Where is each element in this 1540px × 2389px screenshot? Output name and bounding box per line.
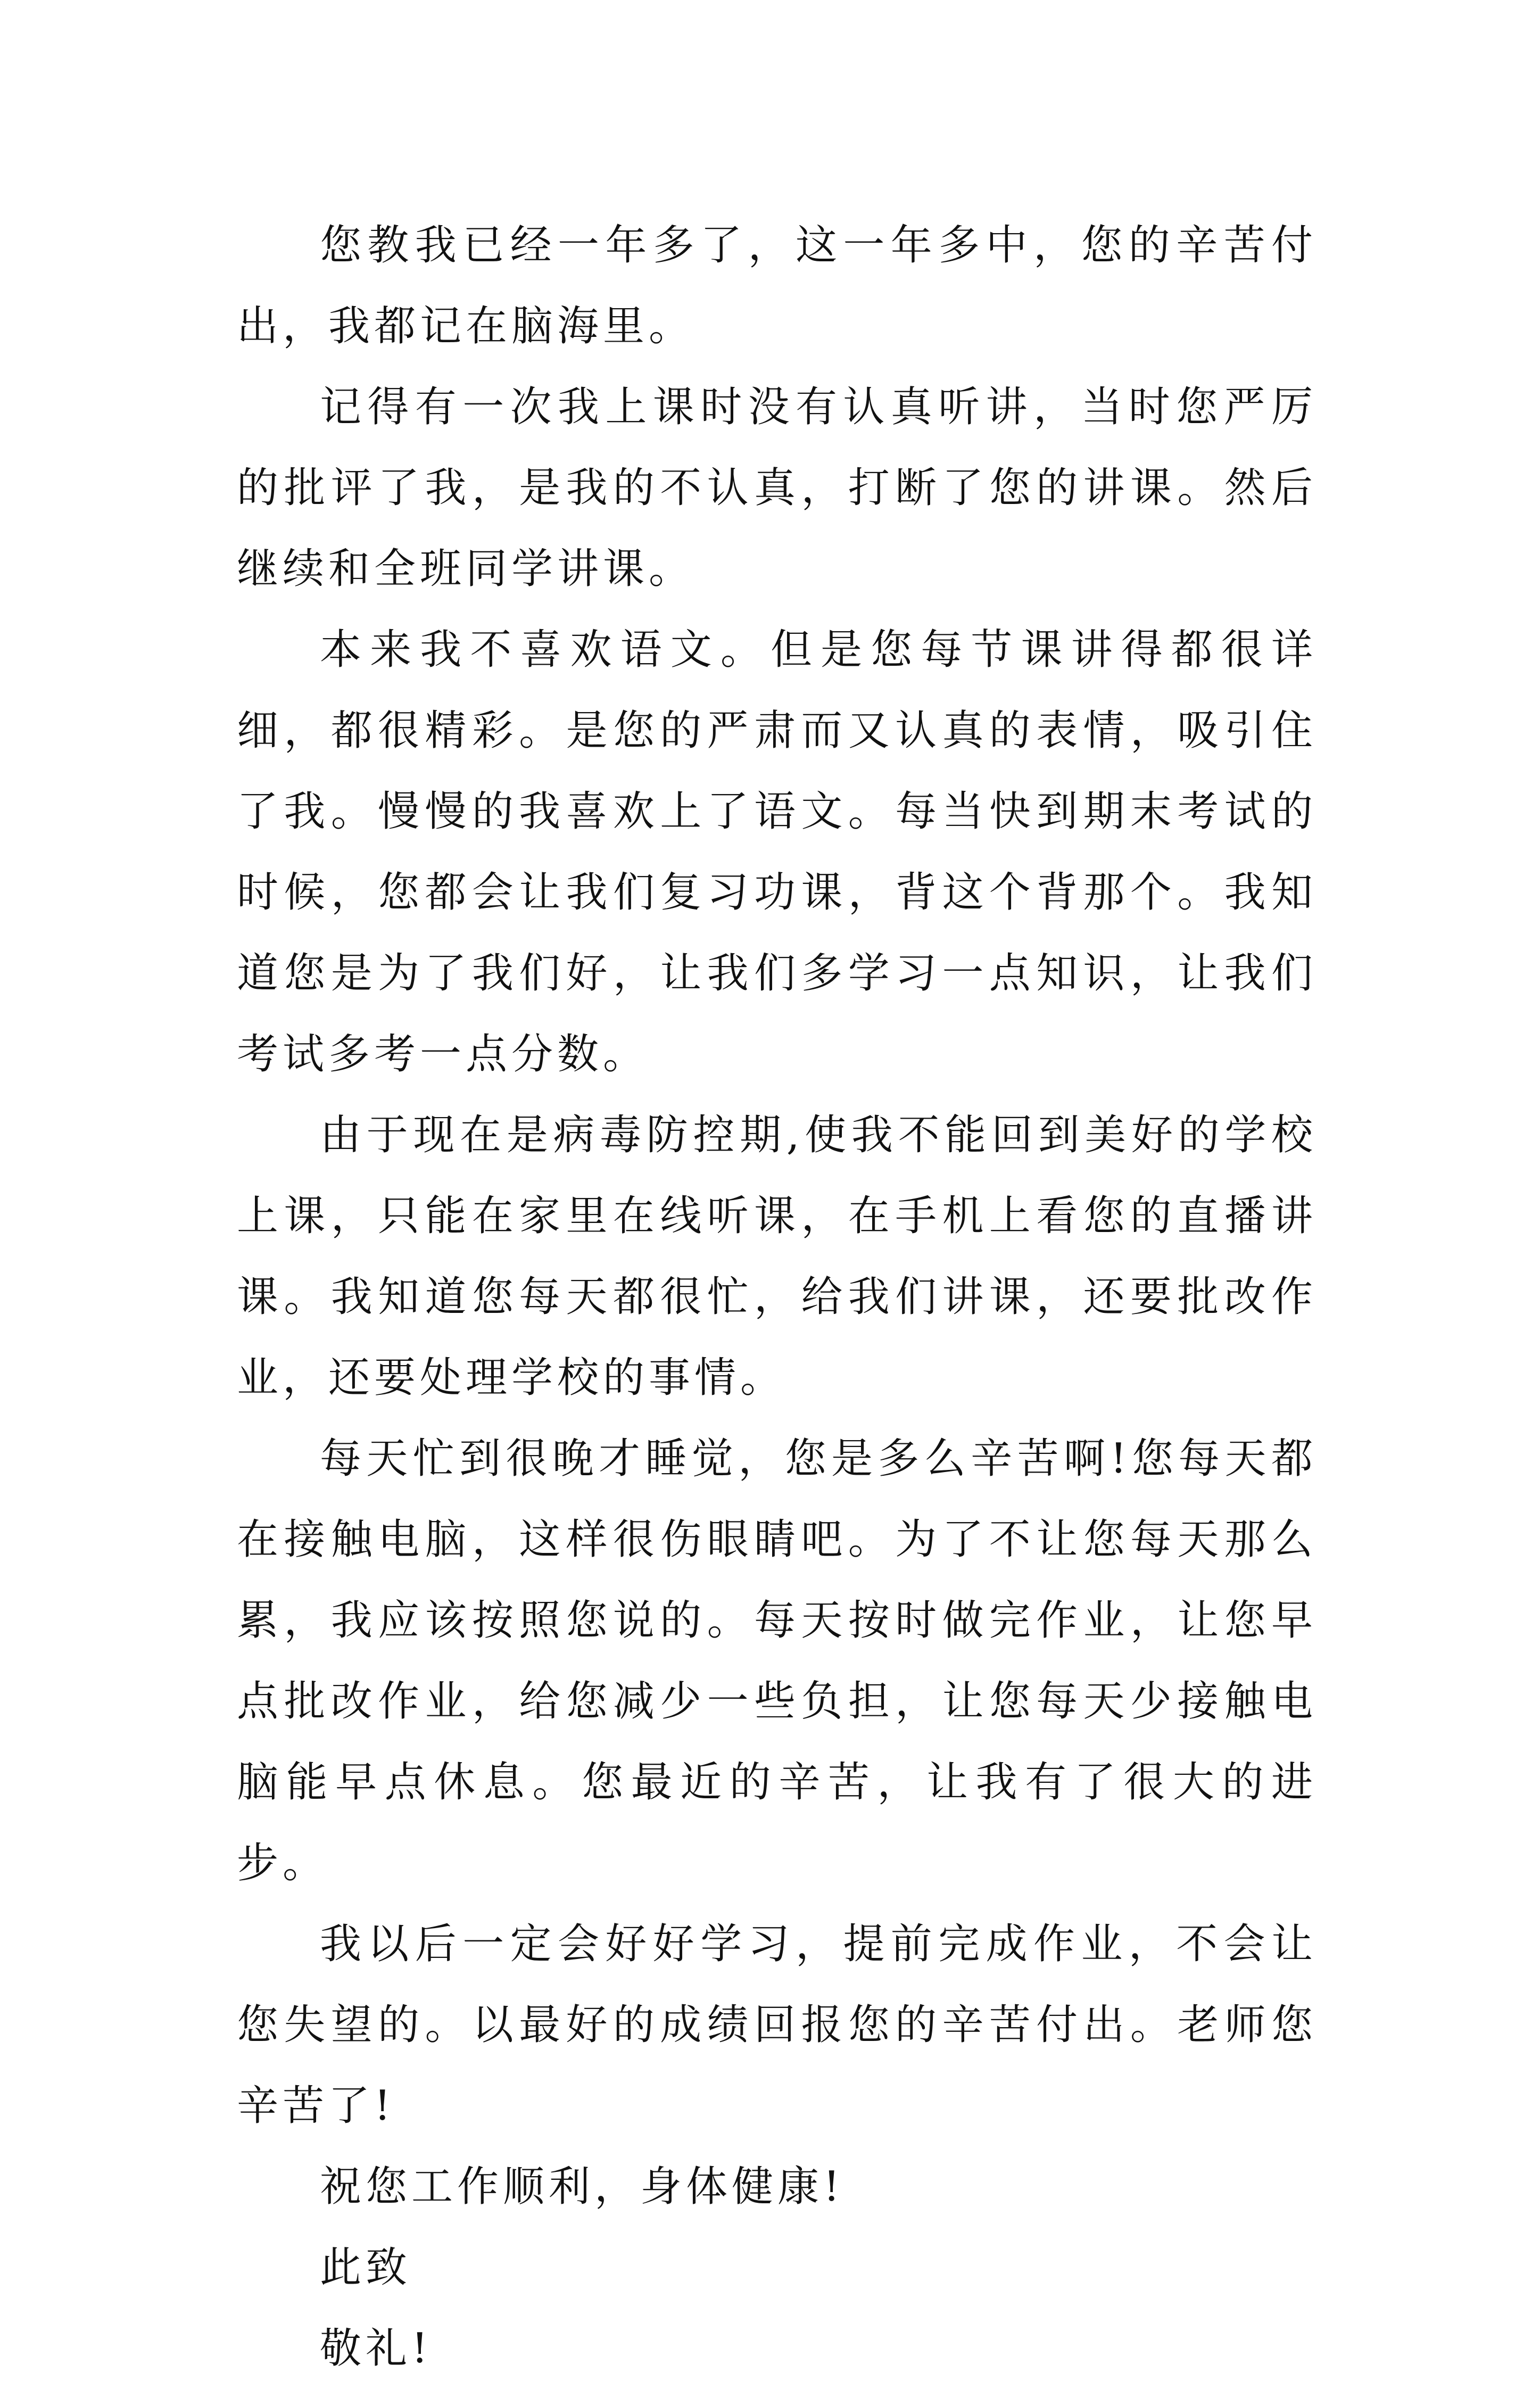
closing-salutation-jing-li: 敬礼! <box>320 2325 433 2373</box>
letter-body <box>237 205 1317 2389</box>
paragraph-1: 您教我已经一年多了，这一年多中，您的辛苦付出，我都记在脑海里。 <box>237 221 1317 350</box>
closing-salutation-ci-zhi: 此致 <box>320 2244 412 2292</box>
paragraph-3: 本来我不喜欢语文。但是您每节课讲得都很详细，都很精彩。是您的严肃而又认真的表情，吸引住了我。慢慢的我喜欢上了语文。每当快到期末考试的时候，您都会让我们复习功课，背这个背那个。我知道您是为了我们好，让我们多学习一点知识，让我们考试多考一点分数。 <box>237 626 1317 1078</box>
paragraph-2: 记得有一次我上课时没有认真听讲，当时您严厉的批评了我，是我的不认真，打断了您的讲课。然后继续和全班同学讲课。 <box>237 383 1317 593</box>
paragraph-5: 每天忙到很晚才睡觉，您是多么辛苦啊!您每天都在接触电脑，这样很伤眼睛吧。为了不让您每天那么累，我应该按照您说的。每天按时做完作业，让您早点批改作业，给您减少一些负担，让您每天少接触电脑能早点休息。您最近的辛苦，让我有了很大的进步。 <box>237 1435 1317 1887</box>
closing-wish: 祝您工作顺利，身体健康! <box>320 2163 844 2211</box>
paragraph-6: 我以后一定会好好学习，提前完成作业，不会让您失望的。以最好的成绩回报您的辛苦付出。老师您辛苦了! <box>237 1920 1317 2130</box>
paragraph-4: 由于现在是病毒防控期,使我不能回到美好的学校上课，只能在家里在线听课，在手机上看您的直播讲课。我知道您每天都很忙，给我们讲课，还要批改作业，还要处理学校的事情。 <box>237 1111 1317 1402</box>
